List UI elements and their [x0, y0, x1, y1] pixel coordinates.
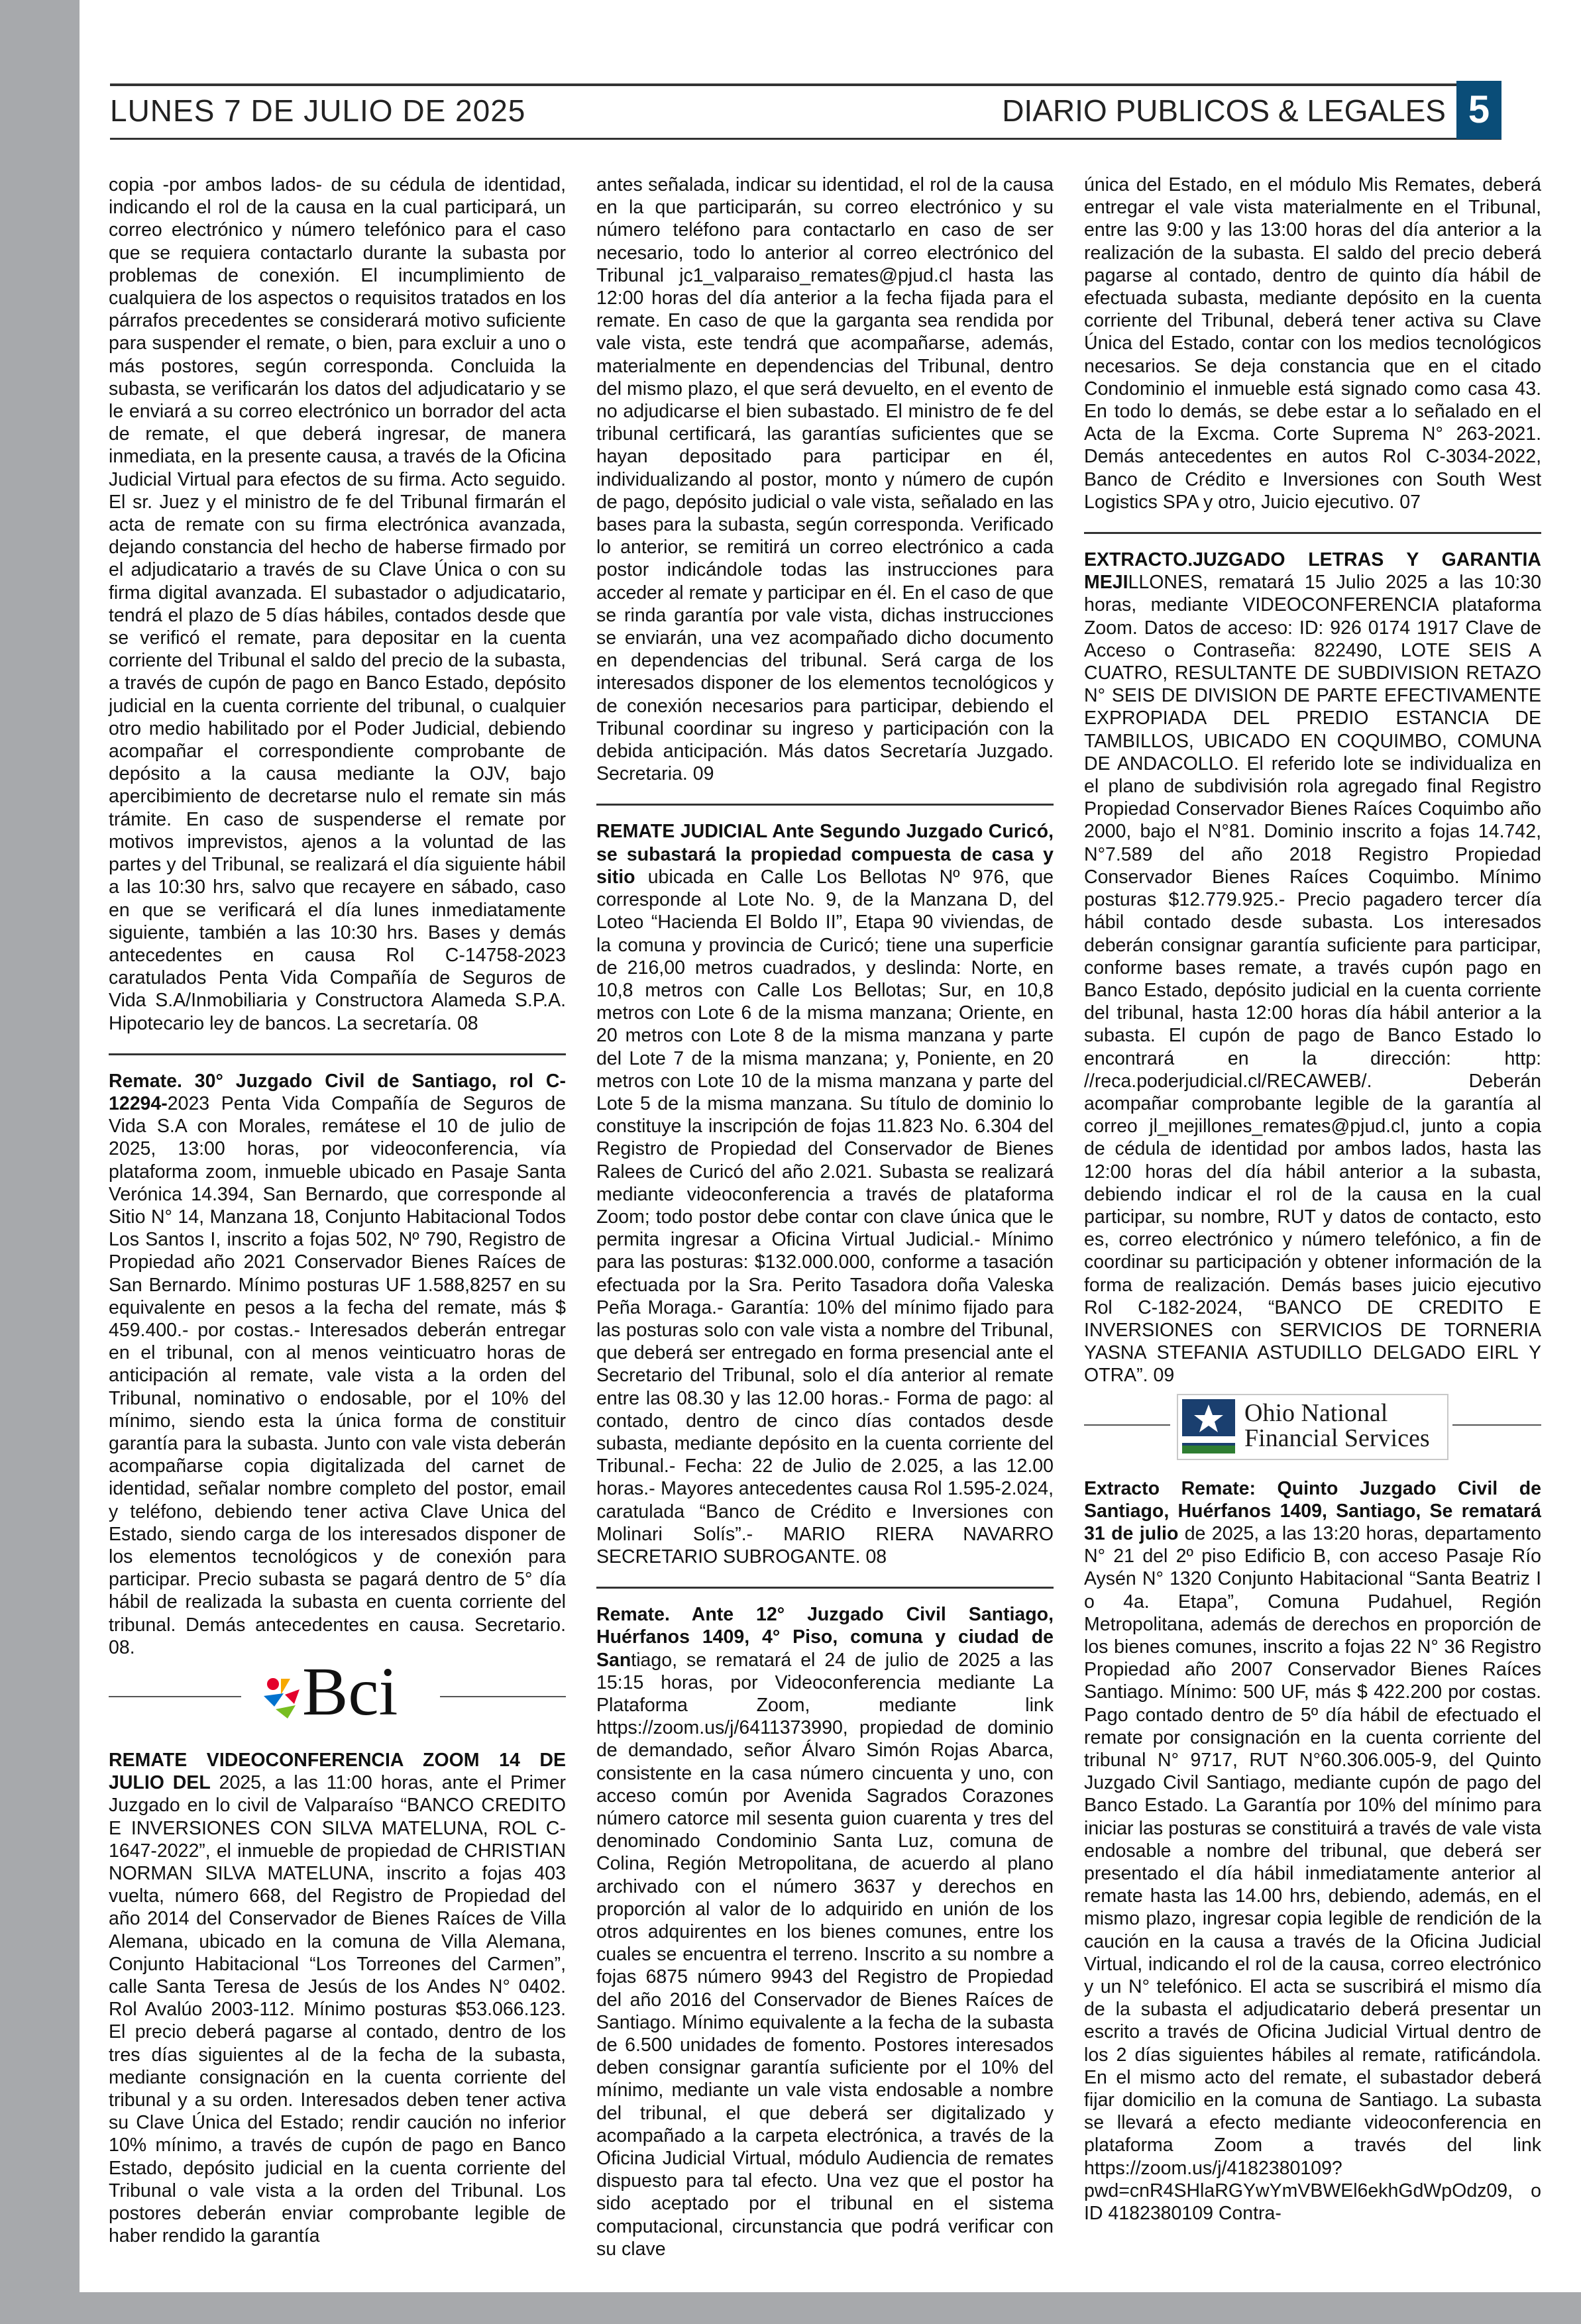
bci-ad — [109, 1654, 566, 1736]
notice-continuation: única del Estado, en el módulo Mis Remates, deberá entregar el vale vista materialmente en el Tribunal, entre las 9:00 y las 13:00 horas del día anterior a la realización de la subasta. El saldo del precio deberá pagarse al contado, dentro de quinto día hábil de efectuada subasta, mediante depósito en la cuenta corriente del Tribunal, deberá tener activa su Clave Única del Estado, contar con los medios tecnológicos necesarios. Se deja constancia que en el citado Condominio el inmueble está signado como casa 43. En todo lo demás, se debe estar a lo señalado en el Acta de la Excma. Corte Suprema N° 263-2021. Demás antecedentes en autos Rol C-3034-2022, Banco de Crédito e Inversiones con South West Logistics SPA y otro, Juicio ejecutivo. 07 — [1084, 174, 1541, 513]
notice-body: LLONES, rematará 15 Julio 2025 a las 10:30 horas, mediante VIDEOCONFERENCIA plataforma Zoom. Datos de acceso: ID: 926 0174 1917 Clave de Acceso o Contraseña: 822490, LOTE SEIS A CUATRO, RESULTANTE DE SUBDIVISION RETAZO N° SEIS DE DIVISION DE PARTE EFECTIVAMENTE EXPROPIADA DEL PREDIO ESTANCIA DE TAMBILLOS, UBICADO EN COQUIMBO, COMUNA DE ANDACOLLO. El referido lote se individualiza en el plano de subdivisión rola agregado final Registro Propiedad Conservador Bienes Raíces Coquimbo año 2000, bajo el N°81. Dominio inscrito a fojas 14.742, N°7.589 del año 2018 Registro Propiedad Conservador Bienes Raíces Coquimbo. Mínimo posturas $12.779.925.- Precio pagadero tercer día hábil contado desde subasta. Los interesados deberán consignar garantía suficiente para participar, conforme bases remate, a través cupón pago en Banco Estado, depósito judicial en la cuenta corriente del tribunal, hasta 12:00 horas día hábil anterior a la subasta. El cupón de pago de Banco Estado lo encontrará en la dirección: http: //reca.poderjudicial.cl/RECAWEB/. Deberán acompañar comprobante legible de la garantía al correo jl_mejillones_remates@pjud.cl, junto a copia de cédula de identidad por ambos lados, hasta las 12:00 horas del día hábil anterior a la subasta, debiendo indicar el rol de la causa en la cual participar, su nombre, RUT y datos de contacto, esto es, correo electrónico y número telefónico, a fin de coordinar su participación y obtener información de la forma de realización. Demás bases juicio ejecutivo Rol C-182-2024, “BANCO DE CREDITO E INVERSIONES con SERVICIOS DE TORNERIA YASNA STEFANIA ASTUDILLO DELGADO EIRL Y OTRA”. 09 — [1084, 572, 1541, 1387]
bci-logo-text: Bci — [302, 1654, 398, 1730]
ohio-flag-icon — [1182, 1399, 1235, 1453]
notice-body: 2023 Penta Vida Compañía de Seguros de Vida S.A con Morales, remátese el 10 de julio de 2025, 13:00 horas, por videoconferencia, vía plataforma zoom, inmueble ubicado en Pasaje Santa Verónica 14.394, San Bernardo, que corresponde al Sitio N° 14, Manzana 18, Conjunto Habitacional Todos Los Santos I, inscrito a fojas 502, Nº 790, Registro de Propiedad año 2021 Conservador Bienes Raíces de San Bernardo. Mínimo posturas UF 1.588,8257 en su equivalente en pesos a la fecha del remate, más $ 459.400.- por costas.- Interesados deberán entregar en el tribunal, con al menos veinticuatro horas de anticipación al remate, vale vista a la orden del Tribunal, nominativo o endosable, por el 10% del mínimo, siendo esta la única forma de constituir garantía para la subasta. Junto con vale vista deberán acompañarse copia digitalizada del carnet de identidad, señalar nombre completo del postor, email y teléfono, debiendo tener activa Clave Unica del Estado, siendo carga de los interesados disponer de los elementos tecnológicos y de conexión para participar. Precio subasta se pagará dentro de 5° día hábil de realizada la subasta en cuenta corriente del tribunal. Demás antecedentes en causa. Secretario. 08. — [109, 1092, 566, 1658]
page-header — [110, 83, 1501, 140]
newspaper-page — [80, 0, 1581, 2292]
divider-left — [1084, 1424, 1170, 1426]
column-3 — [1084, 174, 1541, 2225]
notice-continuation: copia -por ambos lados- de su cédula de identidad, indicando el rol de la causa en la cual participará, un correo electrónico y número telefónico para el caso que se requiera contactarlo durante la subasta por problemas de conexión. El incumplimiento de cualquiera de los aspectos o requisitos tratados en los párrafos precedentes se considerará motivo suficiente para suspender el remate, o bien, para excluir a uno o más postores, según corresponda. Concluida la subasta, se verificarán los datos del adjudicatario y se le enviará a su correo electrónico un borrador del acta de remate, el que deberá ingresar, de manera inmediata, en la presente causa, a través de la Oficina Judicial Virtual para efectos de su firma. Acto seguido. El sr. Juez y el ministro de fe del Tribunal firmarán el acta de remate con su firma electrónica avanzada, dejando constancia del hecho de haberse firmado por el adjudicatario a través de su Clave Única o con su firma digital avanzada. El subastador o adjudicatario, tendrá el plazo de 5 días hábiles, contados desde que se verificó el remate, para depositar en la cuenta corriente del Tribunal el saldo del precio de la subasta, a través de cupón de pago en Banco Estado, depósito judicial en la cuenta corriente del tribunal, o cualquier otro medio habilitado por el Poder Judicial, debiendo acompañar el correspondiente comprobante de depósito a la causa mediante la OJV, bajo apercibimiento de decretarse nulo el remate sin más trámite. En caso de suspenderse el remate por motivos imprevistos, ajenos a la voluntad de las partes y del Tribunal, se realizará el día siguiente hábil a las 10:30 hrs, salvo que recayere en sábado, caso en que se verificará el día lunes inmediatamente siguiente, también a las 10:30 hrs. Bases y demás antecedentes en causa Rol C-14758-2023 caratulados Penta Vida Compañía de Seguros de Vida S.A/Inmobiliaria y Constructora Alameda S.P.A. Hipotecario ley de bancos. La secretaría. 08 — [109, 174, 566, 1034]
column-1 — [109, 174, 566, 2247]
notice-heading: Remate. Ante 12° Juzgado Civil Santiago, Huérfanos 1409, 4° Piso, comuna y ciudad de San — [596, 1604, 1054, 1671]
notice-heading: Remate. 30° Juzgado Civil de Santiago, rol C-12294- — [109, 1070, 566, 1114]
issue-date: LUNES 7 DE JULIO DE 2025 — [110, 93, 526, 128]
divider — [596, 804, 1054, 806]
column-2 — [596, 174, 1054, 2260]
notice-body: 2025, a las 11:00 horas, ante el Primer Juzgado en lo civil de Valparaíso “BANCO CREDITO E INVERSIONES CON SILVA MATELUNA, ROL C-1647-2022”, el inmueble de propiedad de CHRISTIAN NORMAN SILVA MATELUNA, inscrito a fojas 403 vuelta, número 668, del Registro de Propiedad del año 2014 del Conservador de Bienes Raíces de Villa Alemana, ubicado en la comuna de Villa Alemana, Conjunto Habitacional “Los Torreones del Carmen”, calle Santa Teresa de Jesús de los Andes N° 0402. Rol Avalúo 2003-112. Mínimo posturas $53.066.123. El precio deberá pagarse al contado, dentro de los tres días siguientes al de la fecha de la subasta, mediante consignación en la cuenta corriente del tribunal y a su orden. Interesados deben tener activa su Clave Única del Estado; rendir caución no inferior 10% mínimo, a través de cupón de pago en Banco Estado, depósito judicial en la cuenta corriente del Tribunal o vale vista a la orden del Tribunal. Los postores deberán enviar comprobante legible de haber rendido la garantía — [109, 1772, 566, 2247]
divider-left — [109, 1696, 241, 1697]
notice-heading: REMATE VIDEOCONFERENCIA ZOOM 14 DE JULIO DEL — [109, 1750, 566, 1794]
notice-heading: Extracto Remate: Quinto Juzgado Civil de Santiago, Huérfanos 1409, Santiago, Se rematará 31 de julio — [1084, 1477, 1541, 1544]
page-number-badge: 5 — [1456, 81, 1501, 139]
ohio-national-logo — [1177, 1394, 1448, 1460]
notice-heading: EXTRACTO.JUZGADO LETRAS Y GARANTIA MEJI — [1084, 549, 1541, 594]
bci-logo — [261, 1654, 420, 1730]
divider — [596, 1587, 1054, 1589]
notice-heading: REMATE JUDICIAL Ante Segundo Juzgado Curicó, se subastará la propiedad compuesta de casa y sitio — [596, 821, 1054, 888]
notice-remate-12-juzgado — [596, 1603, 1054, 2260]
divider — [109, 1053, 566, 1055]
newspaper-name: DIARIO PUBLICOS & LEGALES — [1002, 93, 1446, 128]
notice-remate-30-juzgado — [109, 1070, 566, 1659]
ohio-logo-line1: Ohio National — [1244, 1399, 1388, 1427]
divider-right — [440, 1696, 566, 1697]
divider — [1084, 532, 1541, 534]
notice-remate-videoconferencia — [109, 1749, 566, 2247]
notice-remate-judicial-curico — [596, 820, 1054, 1568]
notice-body: tiago, se rematará el 24 de julio de 2025 a las 15:15 horas, por Videoconferencia mediante La Plataforma Zoom, mediante link https://zoom.us/j/6411373990, propiedad de dominio de demandado, señor Álvaro Simón Rojas Abarca, consistente en la casa número cincuenta y uno, con acceso común por Avenida Sagrados Corazones número catorce mil sesenta guion cuarenta y tres del denominado Condominio Santa Luz, comuna de Colina, Región Metropolitana, de acuerdo al plano archivado con el número 3637 y derechos en proporción al valor de lo adquirido en unión de los otros adquirentes en los bienes comunes, entre los cuales se encuentra el terreno. Inscrito a su nombre a fojas 6875 número 9943 del Registro de Propiedad del año 2016 del Conservador de Bienes Raíces de Santiago. Mínimo equivalente a la fecha de la subasta de 6.500 unidades de fomento. Postores interesados deben consignar garantía suficiente por el 10% del mínimo, mediante un vale vista endosable a nombre del tribunal, el que deberá ser digitalizado y acompañado a la carpeta electrónica, a través de la Oficina Judicial Virtual, módulo Audiencia de remates dispuesto para tal efecto. Una vez que el postor ha sido aceptado por el tribunal en el sistema computacional, circunstancia que podrá verificar con su clave — [596, 1649, 1054, 2260]
notice-extracto-quinto-juzgado — [1084, 1477, 1541, 2225]
bci-logo-icon — [261, 1675, 302, 1721]
notice-body: de 2025, a las 13:20 horas, departamento N° 21 del 2º piso Edificio B, con acceso Pasaje Río Aysén N° 1320 Conjunto Habitacional “Santa Beatriz I o 4a. Etapa”, Comuna Pudahuel, Región Metropolitana, además de derechos en proporción de los bienes comunes, inscrito a fojas 22 N° 36 Registro Propiedad año 2007 Conservador Bienes Raíces Santiago. Mínimo: 500 UF, más $ 422.200 por costas. Pago contado dentro de 5º día hábil de efectuado el remate por consignación en la cuenta corriente del tribunal N° 9717, RUT N°60.306.005-9, del Quinto Juzgado Civil Santiago, mediante cupón de pago del Banco Estado. La Garantía por 10% del mínimo para iniciar las posturas se constituirá a través de vale vista endosable a nombre del tribunal, que deberá ser presentado el día hábil inmediatamente anterior al remate hasta las 14.00 hrs, debiendo, además, en el mismo plazo, ingresar copia legible de rendición de la caución en la causa a través de la Oficina Judicial Virtual, indicando el rol de la causa, correo electrónico y un N° telefónico. El acta se suscribirá el mismo día de la subasta el adjudicatario deberá presentar un escrito a través de Oficina Judicial Virtual dentro de los 2 días siguientes hábiles al remate, ratificándola. En el mismo acto del remate, el subastador deberá fijar domicilio en la comuna de Santiago. La subasta se llevará a efecto mediante videoconferencia en plataforma Zoom a través del link https://zoom.us/j/4182380109?pwd=cnR4SHlaRGYwYmVBWEl6ekhGdWpOdz09, o ID 4182380109 Contra- — [1084, 1522, 1541, 2225]
notice-continuation: antes señalada, indicar su identidad, el rol de la causa en la que participarán, su correo electrónico y su número teléfono para contactarlo en caso de ser necesario, todo lo anterior al correo electrónico del Tribunal jc1_valparaiso_remates@pjud.cl hasta las 12:00 horas del día anterior a la fecha fijada para el remate. En caso de que la garganta sea rendida por vale vista, este tendrá que acompañarse, además, materialmente en dependencias del Tribunal, dentro del mismo plazo, el que será devuelto, en el evento de no adjudicarse el bien subastado. El ministro de fe del tribunal certificará, las garantías suficientes que se hayan depositado para participar en él, individualizando al postor, monto y número de cupón de pago, depósito judicial o vale vista, señalado en las bases para la subasta, según corresponda. Verificado lo anterior, se remitirá un correo electrónico a cada postor indicándole todas las instrucciones para acceder al remate y participar en él. En el caso de que se rinda garantía por vale vista, dichas instrucciones se enviarán, una vez acompañado dicho documento en dependencias del tribunal. Será carga de los interesados disponer de los elementos tecnológicos y de conexión necesarios para participar, debiendo el Tribunal coordinar su ingreso y participación con la debida anticipación. Más datos Secretaría Juzgado. Secretaria. 09 — [596, 174, 1054, 785]
ohio-national-ad — [1084, 1391, 1541, 1464]
notice-extracto-mejillones — [1084, 549, 1541, 1387]
ohio-logo-line2: Financial Services — [1244, 1424, 1430, 1452]
notice-body: ubicada en Calle Los Bellotas Nº 976, que corresponde al Lote No. 9, de la Manzana D, del Loteo “Hacienda El Boldo II”, Etapa 90 viviendas, de la comuna y provincia de Curicó; tiene una superficie de 216,00 metros cuadrados, y deslinda: Norte, en 10,8 metros con Calle Los Bellotas; Sur, en 10,8 metros con Lote 6 de la misma manzana; Oriente, en 20 metros con Lote 8 de la misma manzana y parte del Lote 7 de la misma manzana; y, Poniente, en 20 metros con Lote 10 de la misma manzana y parte del Lote 5 de la misma manzana. Su título de dominio lo constituye la inscripción de fojas 11.823 No. 6.304 del Registro de Propiedad del Conservador de Bienes Ralees de Curicó del año 2.021. Subasta se realizará mediante videoconferencia a través de plataforma Zoom; todo postor debe contar con clave única que le permita ingresar a Oficina Virtual Judicial.- Mínimo para las posturas: $132.000.000, conforme a tasación efectuada por la Sra. Perito Tasadora doña Valeska Peña Moraga.- Garantía: 10% del mínimo fijado para las posturas solo con vale vista a nombre del Tribunal, que deberá ser entregado en forma presencial ante el Secretario del Tribunal, solo el día anterior al remate entre las 08.30 y las 12.00 horas.- Forma de pago: al contado, dentro de cinco días contados desde subasta, mediante depósito en la cuenta corriente del Tribunal.- Fecha: 22 de Julio de 2.025, a las 12.00 horas.- Mayores antecedentes causa Rol 1.595-2.024, caratulada “Banco de Crédito e Inversiones con Molinari Solís”.- MARIO RIERA NAVARRO SECRETARIO SUBROGANTE. 08 — [596, 866, 1054, 1567]
divider-right — [1452, 1424, 1541, 1426]
